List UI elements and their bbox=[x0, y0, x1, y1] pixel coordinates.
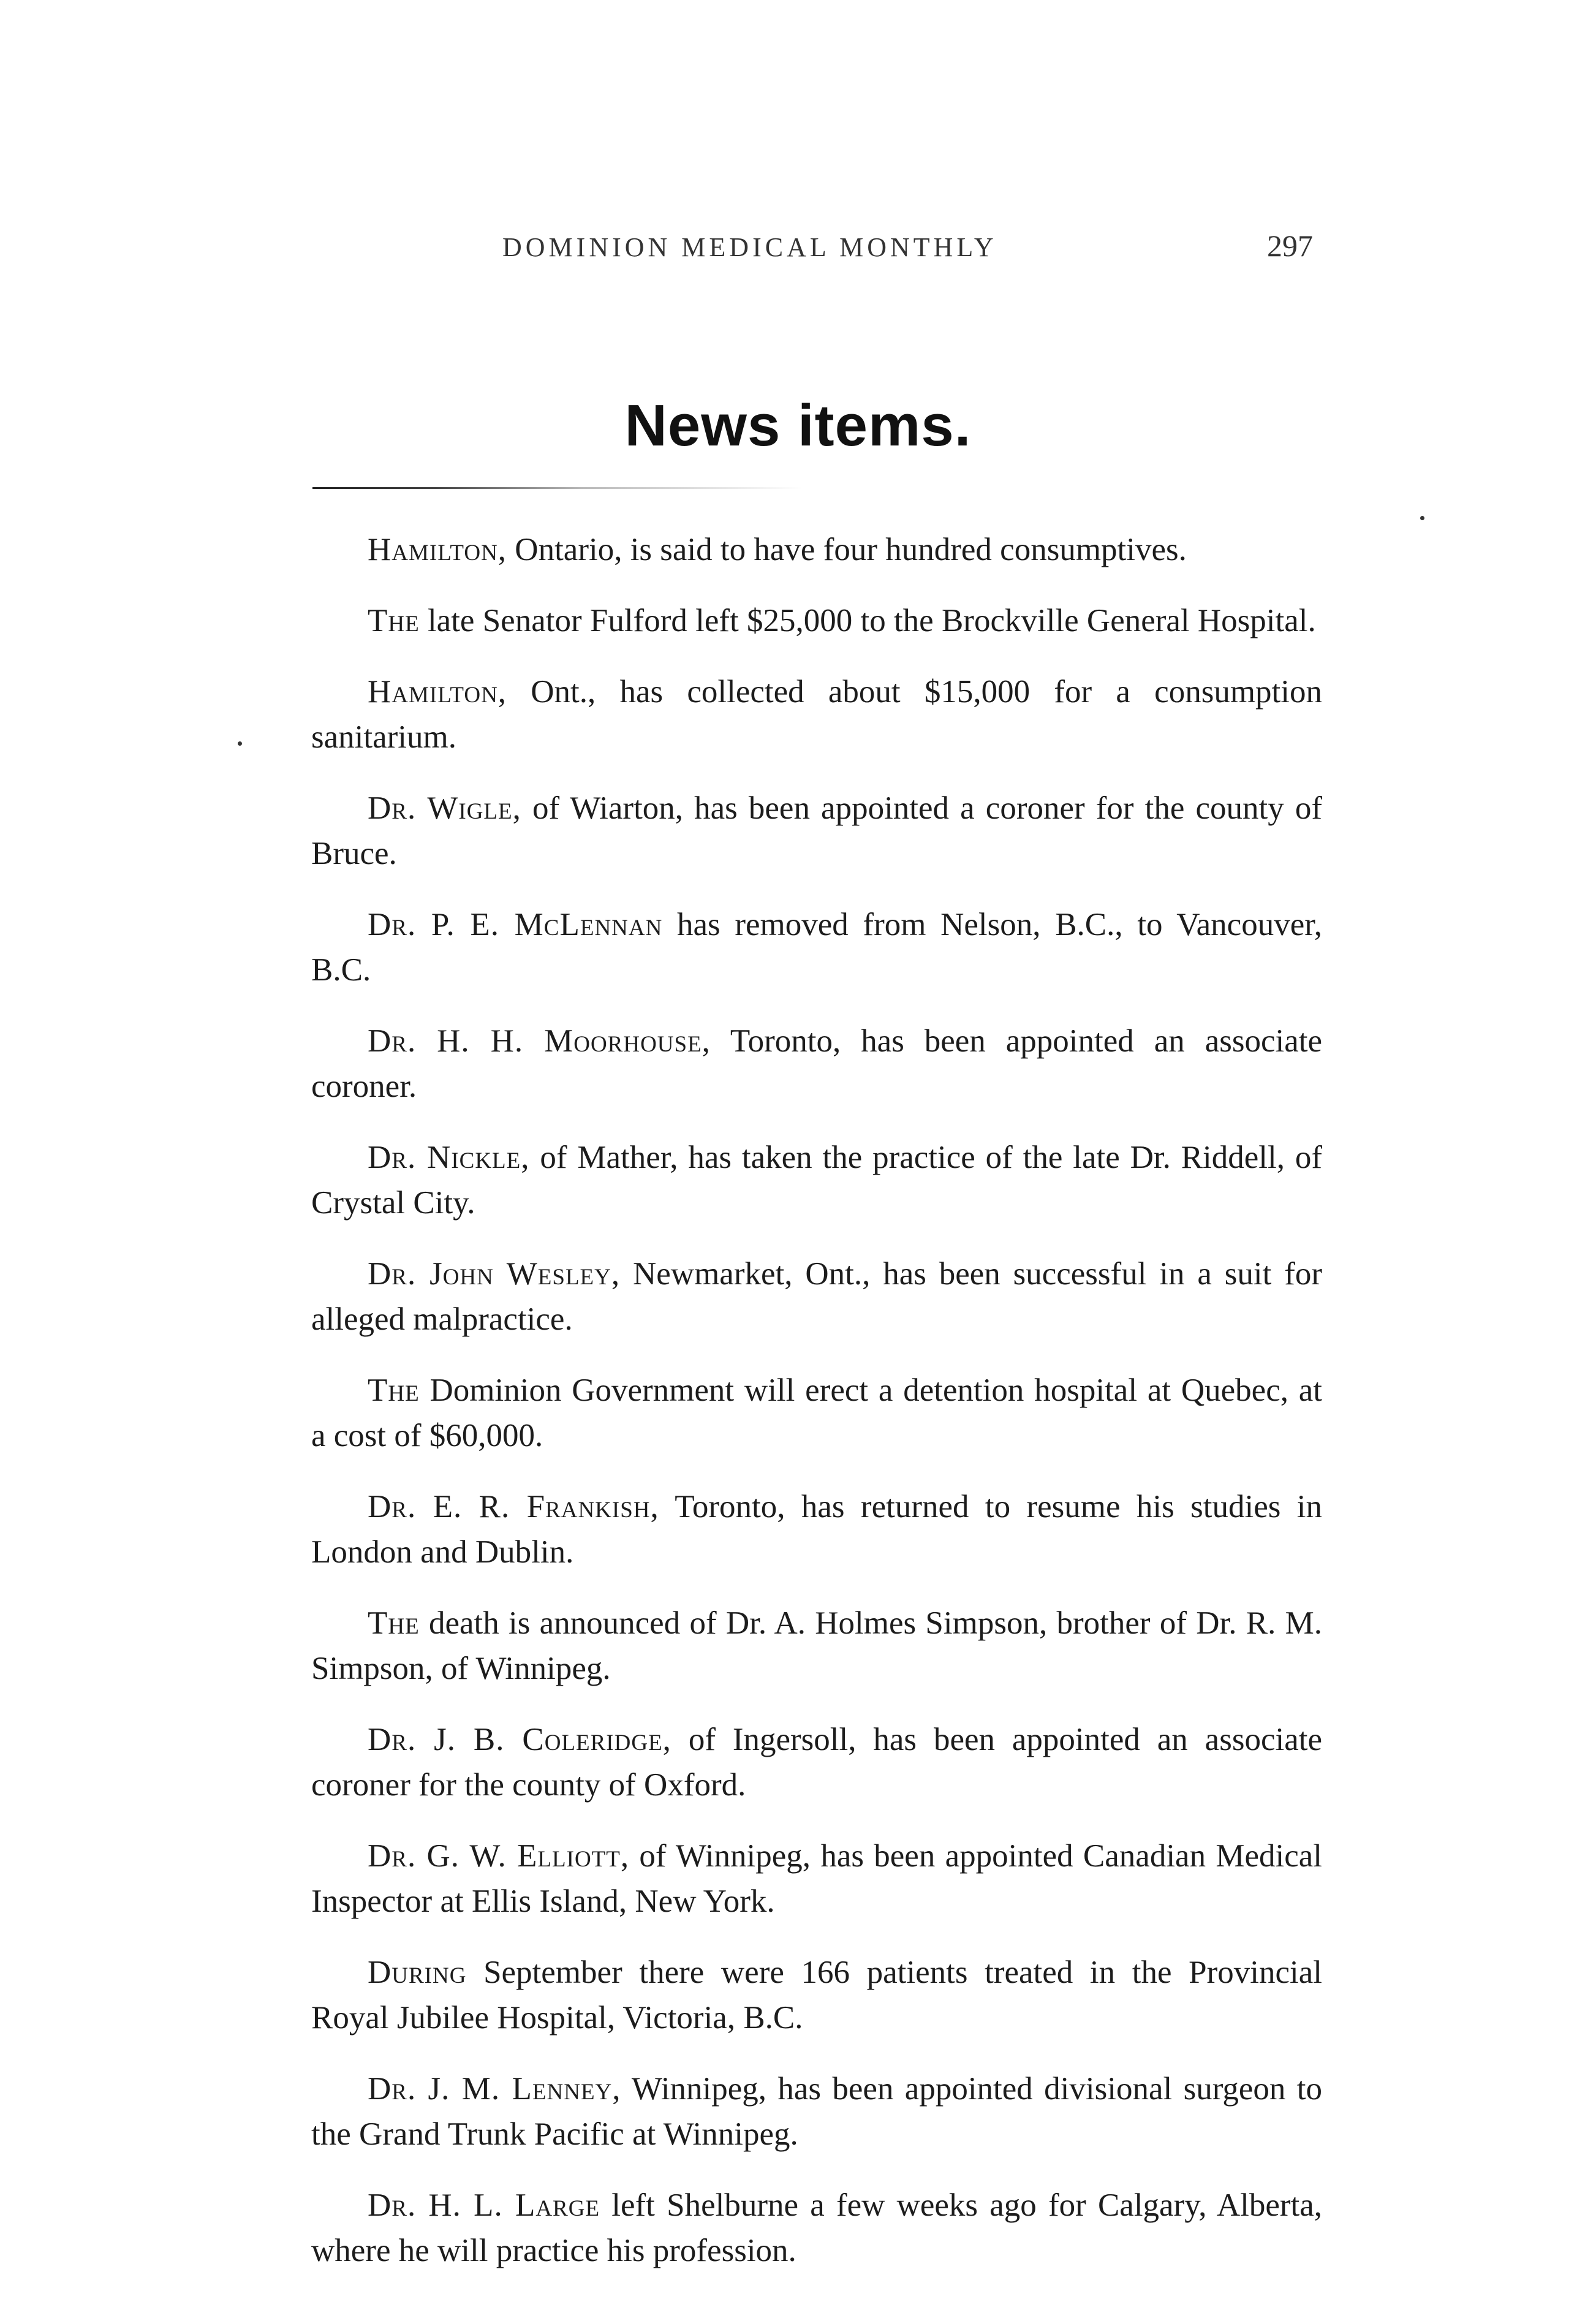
title-rule bbox=[312, 487, 803, 489]
news-item-lead: Dr. H. H. Moorhouse, bbox=[368, 1023, 711, 1059]
news-item-lead: Dr. G. W. Elliott, bbox=[368, 1838, 630, 1874]
news-items-list bbox=[311, 527, 1322, 2299]
news-item-lead: Dr. P. E. McLennan bbox=[368, 907, 663, 942]
news-item-text: September there were 166 patients treated in the Provincial Royal Jubilee Hospital, Victoria, B.C. bbox=[311, 1955, 1322, 2036]
news-item-text: of Wiarton, has been appointed a coroner for the county of Bruce. bbox=[311, 790, 1323, 871]
news-item-lead: Dr. John Wesley, bbox=[368, 1256, 621, 1292]
news-item bbox=[311, 1717, 1322, 1808]
news-item-lead: The bbox=[368, 1605, 420, 1641]
news-item-text: late Senator Fulford left $25,000 to the Brockville General Hospital. bbox=[419, 603, 1316, 638]
running-head: DOMINION MEDICAL MONTHLY bbox=[502, 232, 997, 262]
news-item bbox=[311, 598, 1322, 643]
section-title: News items. bbox=[624, 393, 972, 458]
news-item bbox=[311, 1600, 1322, 1691]
news-item bbox=[311, 669, 1322, 760]
news-item-text: left Shelburne a few weeks ago for Calgary, Alberta, where he will practice his profession. bbox=[311, 2187, 1322, 2268]
news-item-lead: Hamilton, bbox=[368, 674, 507, 710]
news-item bbox=[311, 2183, 1322, 2273]
news-item-text: Winnipeg, has been appointed divisional surgeon to the Grand Trunk Pacific at Winnipeg. bbox=[311, 2071, 1322, 2152]
news-item bbox=[311, 2066, 1322, 2157]
news-item bbox=[311, 1950, 1322, 2040]
news-item-text: Toronto, has returned to resume his studies in London and Dublin. bbox=[311, 1489, 1322, 1570]
stray-mark bbox=[1420, 516, 1424, 520]
news-item bbox=[311, 1135, 1322, 1225]
news-item-lead: Dr. H. L. Large bbox=[368, 2187, 600, 2223]
news-item-lead: During bbox=[368, 1955, 467, 1990]
stray-mark bbox=[238, 741, 242, 746]
news-item-text: of Mather, has taken the practice of the late Dr. Riddell, of Crystal City. bbox=[311, 1140, 1323, 1221]
news-item-lead: The bbox=[368, 1373, 420, 1408]
news-item-text: Ontario, is said to have four hundred consumptives. bbox=[507, 532, 1187, 567]
news-item-text: Newmarket, Ont., has been successful in a suit for alleged malpractice. bbox=[311, 1256, 1322, 1337]
news-item bbox=[311, 1018, 1322, 1109]
news-item-text: of Ingersoll, has been appointed an associate coroner for the county of Oxford. bbox=[311, 1722, 1322, 1803]
page-number: 297 bbox=[1267, 229, 1313, 263]
news-item-lead: Dr. J. M. Lenney, bbox=[368, 2071, 621, 2107]
news-item bbox=[311, 1368, 1322, 1458]
news-item-lead: Hamilton, bbox=[368, 532, 507, 567]
news-item bbox=[311, 1833, 1322, 1924]
news-item bbox=[311, 786, 1322, 876]
news-item-text: Dominion Government will erect a detention hospital at Quebec, at a cost of $60,000. bbox=[311, 1373, 1322, 1453]
news-item bbox=[311, 1484, 1322, 1575]
news-item-lead: The bbox=[368, 603, 420, 638]
news-item-lead: Dr. Nickle, bbox=[368, 1140, 530, 1175]
news-item-lead: Dr. Wigle, bbox=[368, 790, 521, 826]
news-item-text: Ont., has collected about $15,000 for a consumption sanitarium. bbox=[311, 674, 1322, 755]
news-item bbox=[311, 902, 1322, 993]
news-item-text: of Winnipeg, has been appointed Canadian Medical Inspector at Ellis Island, New York. bbox=[311, 1838, 1323, 1919]
news-item-text: death is announced of Dr. A. Holmes Simpson, brother of Dr. R. M. Simpson, of Winnipeg. bbox=[311, 1605, 1322, 1686]
news-item-lead: Dr. J. B. Coleridge, bbox=[368, 1722, 671, 1757]
news-item bbox=[311, 527, 1322, 572]
news-item-text: has removed from Nelson, B.C., to Vancouver, B.C. bbox=[311, 907, 1323, 988]
news-item-text: Toronto, has been appointed an associate coroner. bbox=[311, 1023, 1322, 1104]
news-item bbox=[311, 1251, 1322, 1342]
news-item-lead: Dr. E. R. Frankish, bbox=[368, 1489, 659, 1524]
